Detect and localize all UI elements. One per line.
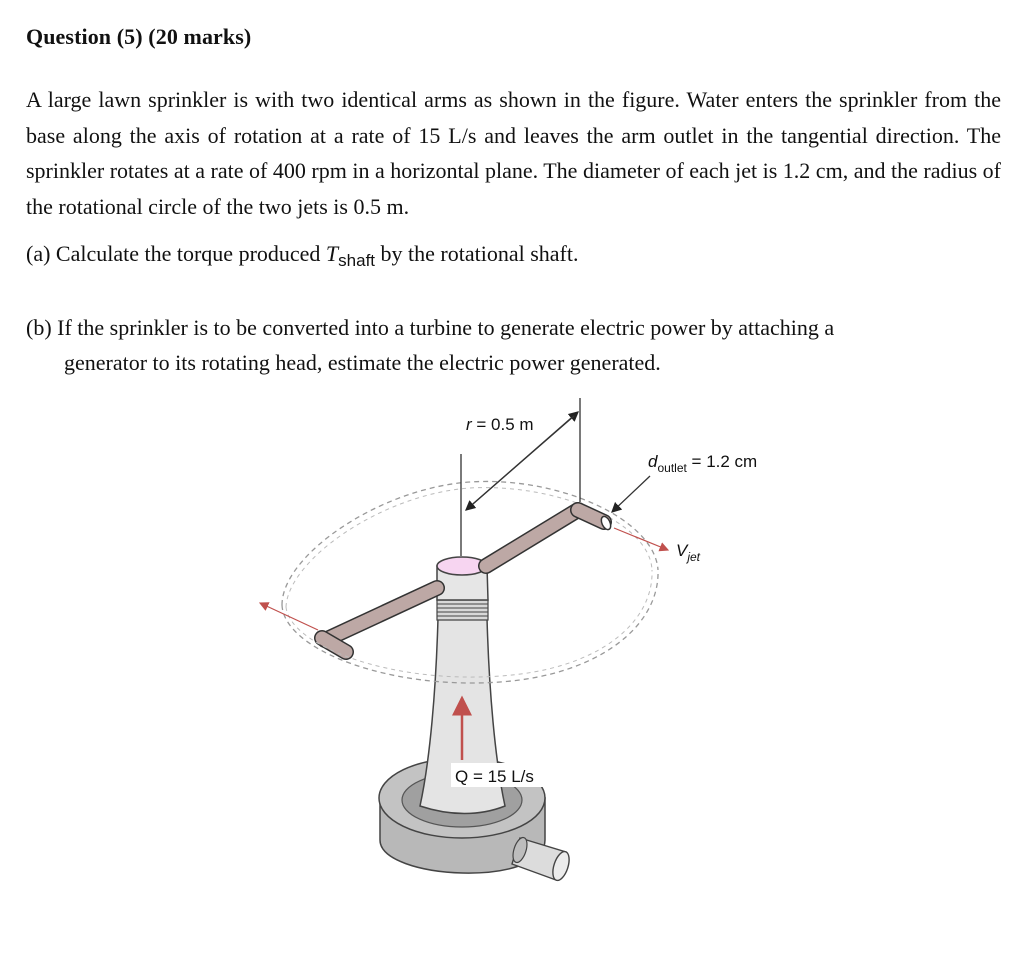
part-a-suffix: by the rotational shaft. xyxy=(375,241,579,266)
sprinkler-figure xyxy=(0,380,1024,951)
jet-velocity-label: $V_{jet}$ xyxy=(676,541,701,564)
flow-rate-label: Q = 15 L/s xyxy=(455,767,534,786)
sprinkler-diagram xyxy=(0,380,1024,951)
jet-arrow-right xyxy=(614,528,668,550)
part-b-line2: generator to its rotating head, estimate the electric power generated. xyxy=(64,350,661,375)
part-b xyxy=(26,310,1001,380)
question-title: Question (5) (20 marks) xyxy=(26,24,252,49)
part-a xyxy=(26,236,578,273)
question-body: A large lawn sprinkler is with two identical arms as shown in the figure. Water enters the sprinkler from the base along the axis of rotation at a rate of 15 L/s and leaves the arm outlet in the tangential direction. The sprinkler rotates at a rate of 400 rpm in a horizontal plane. The diameter of each jet is 1.2 cm, and the radius of the rotational circle of the two jets is 0.5 m. xyxy=(26,87,1001,219)
outlet-diameter-label: $d_{outlet} = 1.2$ cm xyxy=(648,452,758,475)
jet-arrow-left xyxy=(260,603,318,630)
torque-symbol: $T_{shaft}$ xyxy=(325,241,376,270)
outlet-leader xyxy=(612,476,650,512)
part-b-line1: (b) If the sprinkler is to be converted into a turbine to generate electric power by attaching a xyxy=(26,315,835,340)
radius-label: r = 0.5 m xyxy=(466,415,534,434)
part-a-prefix: (a) Calculate the torque produced xyxy=(26,241,326,266)
